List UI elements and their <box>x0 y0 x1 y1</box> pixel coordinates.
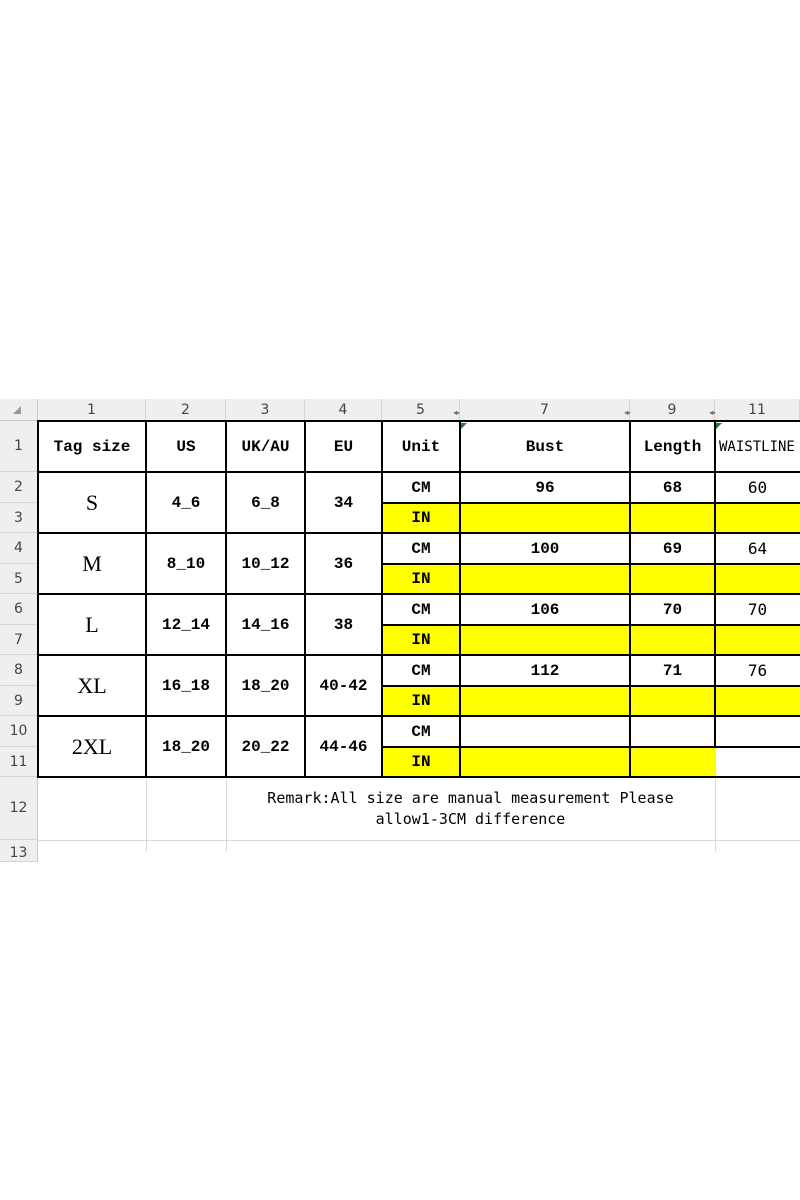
waist-cm-cell[interactable]: 76 <box>747 661 768 680</box>
hidden-column-handle-icon[interactable]: ◂▸ <box>709 408 716 417</box>
unit-in-cell[interactable]: IN <box>411 753 431 771</box>
unit-cm-cell[interactable]: CM <box>411 539 431 558</box>
row-header-4[interactable]: 4 <box>0 533 38 564</box>
unit-in-cell[interactable]: IN <box>411 509 431 527</box>
column-header-2[interactable]: 2 <box>146 399 226 421</box>
row-header-10[interactable]: 10 <box>0 716 38 747</box>
waist-cm-cell[interactable]: 64 <box>747 539 768 558</box>
table-border <box>37 776 800 778</box>
table-border <box>381 624 800 626</box>
table-border <box>459 421 461 777</box>
select-all-icon <box>13 406 21 414</box>
header-eu[interactable]: EU <box>333 437 354 456</box>
remark-line-1: Remark:All size are manual measurement Please <box>267 788 674 807</box>
table-border <box>714 421 716 747</box>
header-waistline[interactable]: WAISTLINE <box>719 438 795 455</box>
header-tag-size[interactable]: Tag size <box>53 437 131 456</box>
eu-size-cell[interactable]: 38 <box>333 615 354 634</box>
uk-au-size-cell[interactable]: 18_20 <box>241 676 290 695</box>
length-cm-cell[interactable]: 71 <box>662 661 683 680</box>
column-header-7[interactable]: 7 <box>460 399 630 421</box>
size-tag-cell[interactable]: L <box>85 611 99 637</box>
comment-marker-icon <box>716 423 722 429</box>
column-header-11[interactable]: 11 <box>715 399 800 421</box>
uk-au-size-cell[interactable]: 6_8 <box>251 493 280 512</box>
grid-line <box>715 747 716 777</box>
us-size-cell[interactable]: 4_6 <box>171 493 201 512</box>
bust-cm-cell[interactable]: 106 <box>530 600 560 619</box>
waist-cm-cell[interactable]: 70 <box>747 600 768 619</box>
comment-marker-icon <box>461 423 467 429</box>
header-unit[interactable]: Unit <box>401 437 441 456</box>
remark-line-2: allow1-3CM difference <box>375 809 566 828</box>
row-header-2[interactable]: 2 <box>0 472 38 503</box>
row-header-3[interactable]: 3 <box>0 503 38 533</box>
spreadsheet <box>0 399 800 861</box>
eu-size-cell[interactable]: 36 <box>333 554 354 573</box>
bust-cm-cell[interactable]: 112 <box>530 661 560 680</box>
row-header-11[interactable]: 11 <box>0 747 38 777</box>
eu-size-cell[interactable]: 34 <box>333 493 354 512</box>
bust-cm-cell[interactable]: 96 <box>535 478 555 497</box>
size-tag-cell[interactable]: M <box>82 550 102 576</box>
length-cm-cell[interactable]: 68 <box>662 478 683 497</box>
size-tag-cell[interactable]: XL <box>77 672 107 698</box>
table-border <box>37 715 800 717</box>
grid-line <box>38 840 800 841</box>
table-border <box>37 532 800 534</box>
hidden-column-handle-icon[interactable]: ◂▸ <box>624 408 631 417</box>
us-size-cell[interactable]: 18_20 <box>161 737 210 756</box>
table-border <box>381 421 383 777</box>
size-tag-cell[interactable]: S <box>85 489 99 515</box>
row-header-6[interactable]: 6 <box>0 594 38 625</box>
row-header-8[interactable]: 8 <box>0 655 38 686</box>
column-header-3[interactable]: 3 <box>226 399 305 421</box>
table-border <box>381 746 800 748</box>
table-border <box>304 421 306 777</box>
row-header-9[interactable]: 9 <box>0 686 38 716</box>
row-header-5[interactable]: 5 <box>0 564 38 594</box>
unit-cm-cell[interactable]: CM <box>411 722 431 741</box>
row-header-13[interactable]: 13 <box>0 840 38 862</box>
remark-note[interactable] <box>226 777 715 840</box>
column-header-9[interactable]: 9 <box>630 399 715 421</box>
table-border <box>37 471 800 473</box>
unit-cm-cell[interactable]: CM <box>411 661 431 680</box>
column-header-4[interactable]: 4 <box>305 399 382 421</box>
hidden-column-handle-icon[interactable]: ◂▸ <box>453 408 460 417</box>
waist-cm-cell[interactable]: 60 <box>747 478 768 497</box>
column-header-5[interactable]: 5 <box>382 399 460 421</box>
table-border <box>37 421 39 777</box>
table-border <box>145 421 147 777</box>
us-size-cell[interactable]: 12_14 <box>161 615 210 634</box>
eu-size-cell[interactable]: 40-42 <box>319 676 368 695</box>
unit-in-cell[interactable]: IN <box>411 631 431 649</box>
table-border <box>37 593 800 595</box>
header-us[interactable]: US <box>176 437 196 456</box>
header-length[interactable]: Length <box>643 437 702 456</box>
us-size-cell[interactable]: 8_10 <box>166 554 206 573</box>
header-bust[interactable]: Bust <box>525 437 565 456</box>
column-header-1[interactable]: 1 <box>38 399 146 421</box>
table-border <box>37 420 800 422</box>
eu-size-cell[interactable]: 44-46 <box>319 737 368 756</box>
uk-au-size-cell[interactable]: 10_12 <box>241 554 290 573</box>
uk-au-size-cell[interactable]: 14_16 <box>241 615 290 634</box>
table-border <box>629 421 631 777</box>
header-uk-au[interactable]: UK/AU <box>241 437 290 456</box>
select-all-corner[interactable] <box>0 399 38 421</box>
row-header-12[interactable]: 12 <box>0 777 38 840</box>
unit-cm-cell[interactable]: CM <box>411 600 431 619</box>
length-cm-cell[interactable]: 70 <box>662 600 683 619</box>
table-border <box>381 502 800 504</box>
size-tag-cell[interactable]: 2XL <box>71 733 113 759</box>
row-header-1[interactable]: 1 <box>0 421 38 472</box>
row-header-7[interactable]: 7 <box>0 625 38 655</box>
uk-au-size-cell[interactable]: 20_22 <box>241 737 290 756</box>
table-border <box>381 563 800 565</box>
table-border <box>381 685 800 687</box>
table-border <box>37 654 800 656</box>
bust-cm-cell[interactable]: 100 <box>530 539 560 558</box>
length-cm-cell[interactable]: 69 <box>662 539 683 558</box>
unit-in-cell[interactable]: IN <box>411 692 431 710</box>
us-size-cell[interactable]: 16_18 <box>161 676 210 695</box>
unit-in-cell[interactable]: IN <box>411 570 431 588</box>
unit-cm-cell[interactable]: CM <box>411 478 431 497</box>
table-border <box>225 421 227 777</box>
